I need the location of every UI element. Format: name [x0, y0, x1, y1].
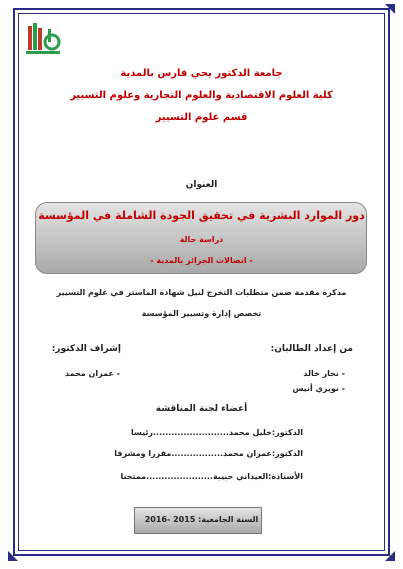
students-label: من إعداد الطالبان:	[270, 344, 353, 354]
case-study-company: - اتصالات الجزائر بالمدية -	[150, 256, 253, 265]
university-logo-icon	[22, 20, 64, 60]
thesis-title: دور الموارد البشرية في تحقيق الجودة الشاملة في المؤسسة	[38, 209, 365, 222]
committee-heading: أعضاء لجنة المناقشة	[155, 404, 248, 414]
corner-ornament-bottom-left	[8, 551, 18, 561]
academic-year: السنة الجامعية: 2015 -2016	[144, 515, 259, 524]
department-name: قسم علوم التسيير	[155, 112, 248, 123]
committee-member: الدكتور:خليل محمد.........................رئيسا	[130, 428, 303, 437]
corner-ornament-bottom-right	[385, 551, 395, 561]
student-name: - نويري أنيس	[292, 384, 345, 393]
supervisor-name: - عمران محمد	[65, 369, 120, 378]
memo-statement: مذكرة مقدمة ضمن متطلبات التخرج لنيل شهادة الماستر في علوم التسيير	[56, 288, 347, 297]
case-study-label: دراسة حالة	[179, 235, 224, 244]
corner-ornament-top-right	[385, 4, 395, 14]
committee-member: الدكتور:عمران محمد.................مقررا ومشرفا	[114, 449, 303, 458]
student-name: - نجار خالد	[303, 369, 345, 378]
faculty-name: كلية العلوم الاقتصادية والعلوم التجارية وعلوم التسيير	[70, 90, 333, 101]
university-name: جامعة الدكتور يحي فارس بالمدية	[120, 68, 283, 79]
memo-specialty: تخصص إدارة وتسيير المؤسسة	[141, 309, 262, 318]
supervisor-label: إشراف الدكتور:	[51, 344, 121, 354]
committee-member: الأستاذة:العيداني حبيبة......................ممتحنا	[120, 472, 303, 481]
title-heading: العنوان	[185, 180, 218, 190]
